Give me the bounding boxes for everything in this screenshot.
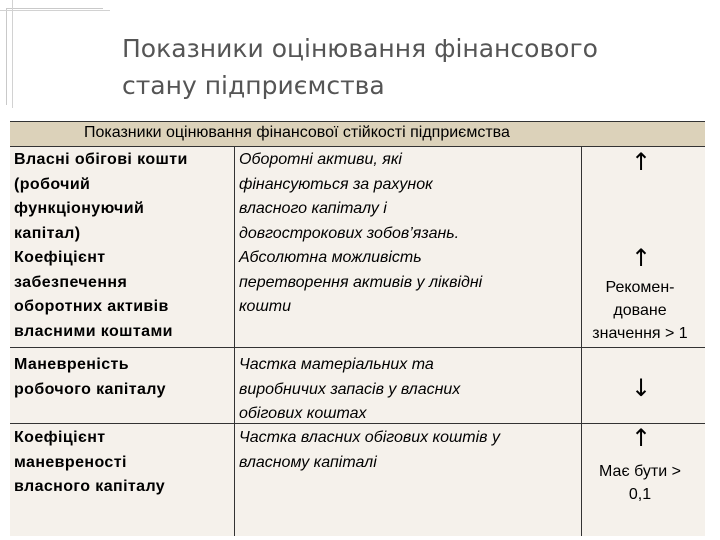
description-line: перетворення активів у ліквідні [239, 273, 483, 291]
slide-title [122, 30, 682, 104]
indicator-description [239, 353, 460, 427]
indicator-line: власними коштами [14, 322, 173, 340]
indicator-line: Коефіцієнт [14, 429, 106, 446]
indicator-line: капітал) [14, 224, 81, 242]
note-line: значення > 1 [592, 325, 688, 342]
indicator-line: Власні обігові кошти [14, 151, 188, 168]
indicator-line: (робочий [14, 175, 91, 193]
description-line: фінансуються за рахунок [239, 175, 433, 193]
indicators-table [10, 121, 705, 536]
indicator-description [239, 148, 459, 246]
description-line: довгострокових зобов’язань. [239, 224, 460, 242]
indicator-line: маневреності [14, 453, 127, 471]
corner-decoration-line [12, 0, 95, 108]
indicator-line: Коефіцієнт [14, 249, 106, 266]
note-line: доване [613, 302, 667, 319]
description-line: обігових коштах [239, 405, 367, 422]
table-header: Показники оцінювання фінансової стійкості підприємства [10, 122, 705, 147]
indicator-name [14, 353, 166, 402]
description-line: Частка власних обігових коштів у [239, 429, 500, 446]
indicator-line: власного капіталу [14, 478, 166, 495]
indicator-line: функціонуючий [14, 200, 145, 217]
indicator-name [14, 246, 173, 344]
description-line: власному капіталі [239, 453, 377, 471]
indicator-line: забезпечення [14, 273, 128, 291]
arrow-up-icon: ↑ [631, 244, 652, 272]
arrow-up-icon: ↑ [631, 148, 652, 176]
indicator-description [239, 246, 482, 320]
description-line: Частка матеріальних та [239, 356, 434, 373]
indicator-line: Маневреність [14, 356, 129, 373]
indicator-name [14, 426, 165, 500]
description-line: власного капіталу і [239, 200, 387, 217]
recommended-value-note [578, 460, 702, 506]
slide-title-line: стану підприємства [122, 71, 385, 100]
indicator-description [239, 426, 500, 475]
recommended-value-note [578, 276, 702, 345]
description-line: виробничих запасів у власних [239, 380, 461, 398]
note-line: 0,1 [628, 486, 652, 503]
description-line: Абсолютна можливість [239, 249, 422, 266]
arrow-down-icon: ↓ [631, 374, 652, 402]
slide-title-line: Показники оцінювання фінансового [122, 34, 598, 63]
description-line: кошти [239, 298, 291, 315]
note-line: Має бути > [599, 463, 681, 480]
arrow-up-icon: ↑ [631, 424, 652, 452]
column-divider [234, 147, 235, 536]
indicator-name [14, 148, 188, 246]
note-line: Рекомен- [605, 279, 675, 296]
row-divider [10, 347, 705, 348]
indicator-line: робочого капіталу [14, 380, 166, 398]
indicator-line: оборотних активів [14, 298, 169, 315]
description-line: Оборотні активи, які [239, 151, 402, 168]
